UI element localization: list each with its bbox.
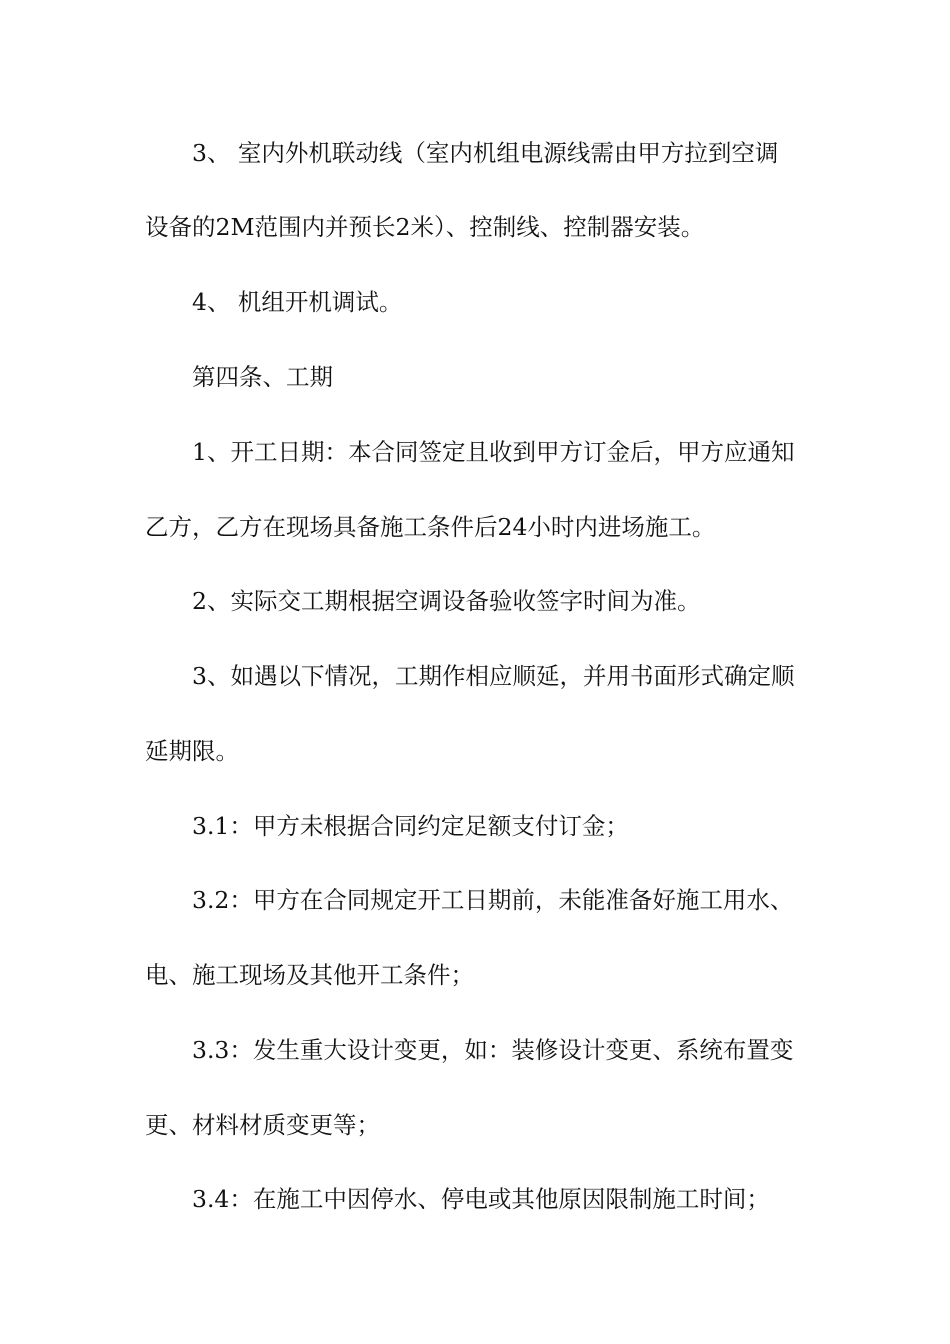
- clause-3-2-line-1: 3.2：甲方在合同规定开工日期前，未能准备好施工用水、: [192, 886, 794, 914]
- clause-1-line-2: 乙方，乙方在现场具备施工条件后24小时内进场施工。: [145, 513, 716, 541]
- clause-3-2-line-2: 电、施工现场及其他开工条件；: [145, 961, 474, 989]
- paragraph-item-4: 4、 机组开机调试。: [192, 288, 403, 316]
- clause-3-3-line-1: 3.3：发生重大设计变更，如：装修设计变更、系统布置变: [192, 1036, 794, 1064]
- clause-3-4: 3.4：在施工中因停水、停电或其他原因限制施工时间；: [192, 1185, 770, 1213]
- clause-3-line-1: 3、如遇以下情况，工期作相应顺延，并用书面形式确定顺: [192, 662, 795, 690]
- clause-3-3-line-2: 更、材料材质变更等；: [145, 1111, 380, 1139]
- clause-3-1: 3.1：甲方未根据合同约定足额支付订金；: [192, 812, 629, 840]
- clause-2: 2、实际交工期根据空调设备验收签字时间为准。: [192, 587, 701, 615]
- clause-1-line-1: 1、开工日期：本合同签定且收到甲方订金后，甲方应通知: [192, 438, 795, 466]
- paragraph-item-3-line-2: 设备的2M范围内并预长2米）、控制线、控制器安装。: [145, 213, 705, 241]
- section-heading-article-4: 第四条、工期: [192, 363, 333, 391]
- clause-3-line-2: 延期限。: [145, 737, 239, 765]
- paragraph-item-3-line-1: 3、 室内外机联动线（室内机组电源线需由甲方拉到空调: [192, 139, 779, 167]
